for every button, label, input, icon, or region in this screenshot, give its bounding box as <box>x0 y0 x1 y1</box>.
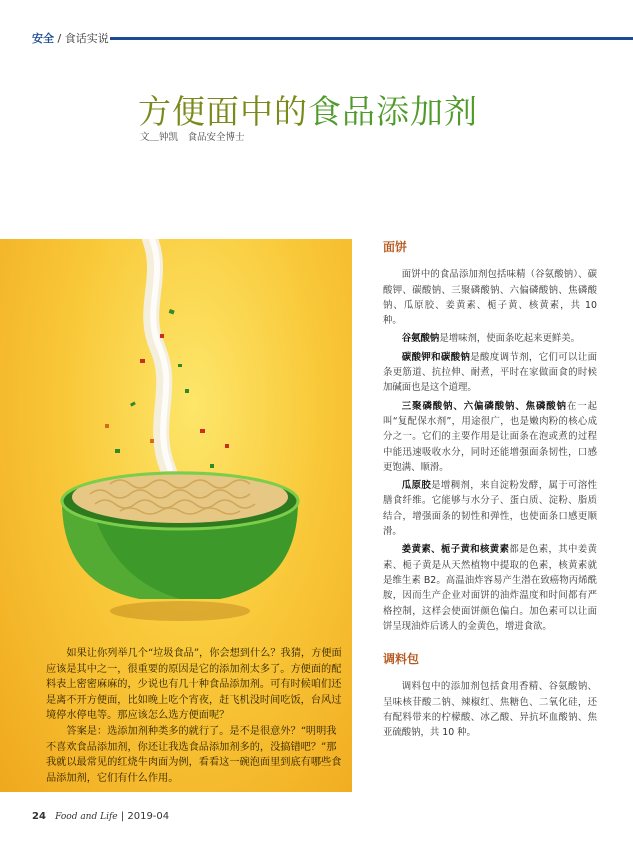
section-separator: / <box>54 32 65 45</box>
issue-label: | 2019-04 <box>120 811 170 822</box>
section-heading-seasoning: 调料包 <box>383 652 420 667</box>
carbonate-term: 碳酸钾和碳酸钠 <box>401 351 471 363</box>
magazine-name: Food and Life <box>55 812 118 822</box>
byline: 文＿钟凯 食品安全博士 <box>140 132 245 143</box>
section-heading-noodle-cake: 面饼 <box>383 240 408 254</box>
intro-paragraph-1: 如果让你列举几个“垃圾食品”，你会想到什么？我猜，方便面应该是其中之一，很重要的原因是它的添加剂太多了。方便面的配料表上密密麻麻的，少说也有几十种食品添加剂。可有时候咱们还是离不开方便面，比如晚上吃个宵夜，赶飞机没时间吃饭，台风过境停水停电等。那应该怎么选方便面呢？ <box>46 648 342 722</box>
gum-term: 瓜原胶 <box>401 480 432 492</box>
subsection-label: 食话实说 <box>64 32 109 45</box>
page-number: 24 <box>32 811 46 822</box>
title-part1: 方便面中的 <box>138 92 308 131</box>
msg-paragraph: 谷氨酸钠是增味剂，使面条吃起来更鲜美。 <box>401 333 580 345</box>
header-rule <box>110 37 633 40</box>
noodle-cake-overview: 面饼中的食品添加剂包括味精（谷氨酸钠）、碳酸钾、碳酸钠、三聚磷酸钠、六偏磷酸钠、焦磷酸钠、瓜原胶、姜黄素、栀子黄、核黄素，共 10 种。 <box>383 269 597 327</box>
pigment-paragraph: 姜黄素、栀子黄和核黄素都是色素，其中姜黄素、栀子黄是从天然植物中提取的色素，核黄素就是维生素 B2。高温油炸容易产生潜在致癌物丙烯酰胺，因而生产企业对面饼的油炸温度和时间都有严格控制，这样会使面饼颜色偏白。加色素可以让面饼呈现油炸后诱人的金黄色，增进食欲。 <box>383 544 597 632</box>
carbonate-paragraph: 碳酸钾和碳酸钠是酸度调节剂，它们可以让面条更筋道、抗拉伸、耐煮，平时在家做面食的时候加碱面也是这个道理。 <box>383 351 597 394</box>
phosphate-term: 三聚磷酸钠、六偏磷酸钠、焦磷酸钠 <box>401 400 567 412</box>
gum-paragraph: 瓜原胶是增稠剂，来自淀粉发酵，属于可溶性膳食纤维。它能够与水分子、蛋白质、淀粉、脂质结合，增强面条的韧性和弹性，也使面条口感更顺滑。 <box>383 480 597 538</box>
msg-term: 谷氨酸钠 <box>401 333 440 345</box>
section-tag <box>32 30 109 46</box>
intro-text <box>46 646 342 786</box>
page-footer <box>32 811 169 822</box>
article-title <box>138 86 478 133</box>
section-label: 安全 <box>32 32 54 45</box>
seasoning-paragraph: 调料包中的添加剂包括食用香精、谷氨酸钠、呈味核苷酸二钠、辣椒红、焦糖色、二氧化硅，还有配料带来的柠檬酸、冰乙酸、异抗坏血酸钠、焦亚硫酸钠，共 10 种。 <box>383 681 597 739</box>
right-column <box>383 240 597 744</box>
intro-paragraph-2: 答案是：选添加剂种类多的就行了。是不是很意外？“明明我不喜欢食品添加剂，你还让我选食品添加剂多的，没搞错吧？”那我就以最常见的红烧牛肉面为例，看看这一碗泡面里到底有哪些食品添加剂，它们有什么作用。 <box>46 725 342 784</box>
pigment-term: 姜黄素、栀子黄和核黄素 <box>401 544 510 556</box>
phosphate-paragraph: 三聚磷酸钠、六偏磷酸钠、焦磷酸钠在一起叫“复配保水剂”，用途很广，也是嫩肉粉的核心成分之一。它们的主要作用是让面条在泡或煮的过程中能迅速吸收水分，同时还能增强面条韧性，口感更饱满、顺滑。 <box>383 400 597 473</box>
title-part2: 食品添加剂 <box>308 92 478 131</box>
